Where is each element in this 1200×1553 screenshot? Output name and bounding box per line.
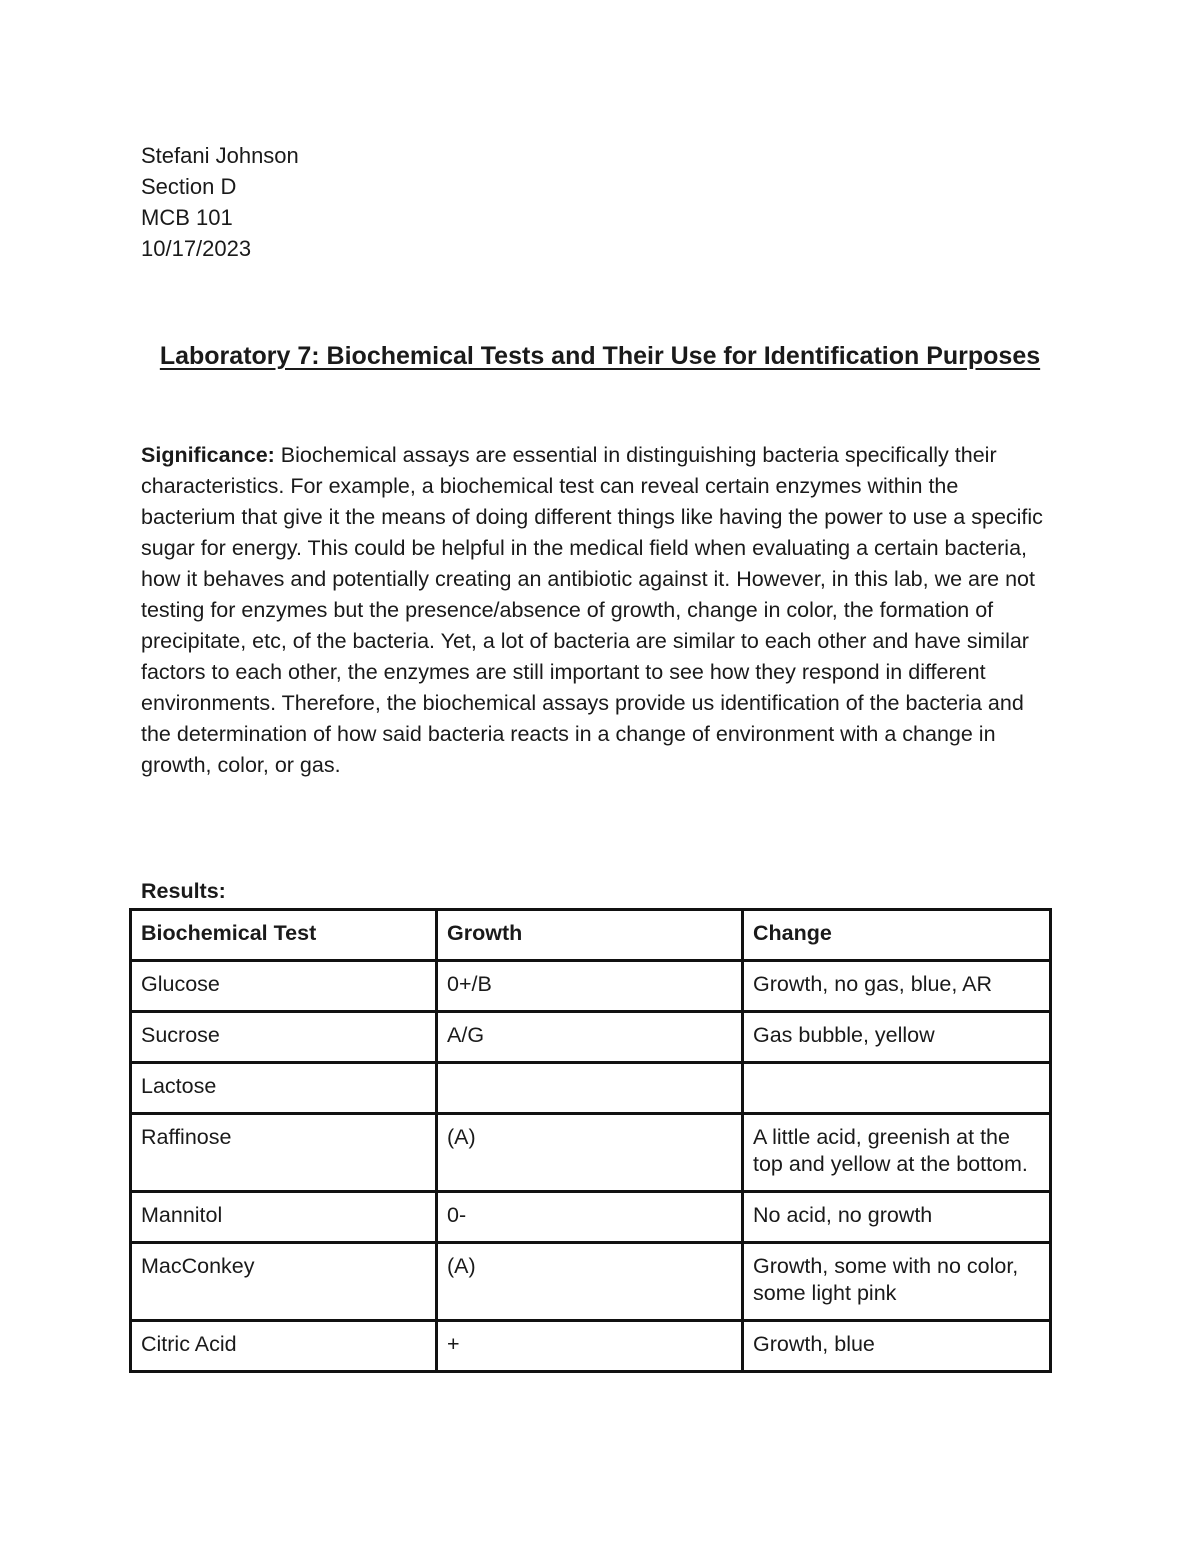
document-title: Laboratory 7: Biochemical Tests and Their Use for Identification Purposes bbox=[159, 342, 1041, 370]
header-change: Change bbox=[743, 910, 1051, 961]
student-name: Stefani Johnson bbox=[141, 143, 299, 168]
header-growth: Growth bbox=[437, 910, 743, 961]
table-row bbox=[131, 961, 1051, 1012]
author-header bbox=[141, 140, 299, 264]
test-cell: Sucrose bbox=[131, 1012, 437, 1063]
table-row bbox=[131, 1321, 1051, 1372]
change-cell: No acid, no growth bbox=[743, 1192, 1051, 1243]
growth-cell: 0+/B bbox=[437, 961, 743, 1012]
growth-cell: 0- bbox=[437, 1192, 743, 1243]
change-cell bbox=[743, 1063, 1051, 1114]
course-line: MCB 101 bbox=[141, 205, 233, 230]
change-cell: Growth, some with no color, some light pink bbox=[743, 1243, 1051, 1321]
growth-cell: (A) bbox=[437, 1114, 743, 1192]
section-line: Section D bbox=[141, 174, 237, 199]
header-biochemical-test: Biochemical Test bbox=[131, 910, 437, 961]
growth-cell: (A) bbox=[437, 1243, 743, 1321]
test-cell: Raffinose bbox=[131, 1114, 437, 1192]
test-cell: Lactose bbox=[131, 1063, 437, 1114]
table-header-row bbox=[131, 910, 1051, 961]
significance-text: Biochemical assays are essential in distinguishing bacteria specifically their characteristics. For example, a biochemical test can reveal certain enzymes within the bacterium that give it the means of doing different things like having the power to use a specific sugar for energy. This could be helpful in the medical field when evaluating a certain bacteria, how it behaves and potentially creating an antibiotic against it. However, in this lab, we are not testing for enzymes but the presence/absence of growth, change in color, the formation of precipitate, etc, of the bacteria. Yet, a lot of bacteria are similar to each other and have similar factors to each other, the enzymes are still important to see how they respond in different environments. Therefore, the biochemical assays provide us identification of the bacteria and the determination of how said bacteria reacts in a change of environment with a change in growth, color, or gas. bbox=[141, 443, 1043, 777]
table-row bbox=[131, 1114, 1051, 1192]
date-line: 10/17/2023 bbox=[141, 236, 252, 261]
significance-paragraph bbox=[141, 440, 1056, 781]
results-heading: Results: bbox=[141, 879, 226, 903]
significance-label: Significance: bbox=[141, 443, 275, 467]
test-cell: Citric Acid bbox=[131, 1321, 437, 1372]
table-row bbox=[131, 1063, 1051, 1114]
change-cell: Growth, no gas, blue, AR bbox=[743, 961, 1051, 1012]
table-row bbox=[131, 1012, 1051, 1063]
table-row bbox=[131, 1192, 1051, 1243]
growth-cell bbox=[437, 1063, 743, 1114]
growth-cell: A/G bbox=[437, 1012, 743, 1063]
test-cell: Mannitol bbox=[131, 1192, 437, 1243]
change-cell: A little acid, greenish at the top and yellow at the bottom. bbox=[743, 1114, 1051, 1192]
test-cell: MacConkey bbox=[131, 1243, 437, 1321]
growth-cell: + bbox=[437, 1321, 743, 1372]
results-table bbox=[129, 908, 1052, 1373]
change-cell: Gas bubble, yellow bbox=[743, 1012, 1051, 1063]
table-row bbox=[131, 1243, 1051, 1321]
test-cell: Glucose bbox=[131, 961, 437, 1012]
change-cell: Growth, blue bbox=[743, 1321, 1051, 1372]
